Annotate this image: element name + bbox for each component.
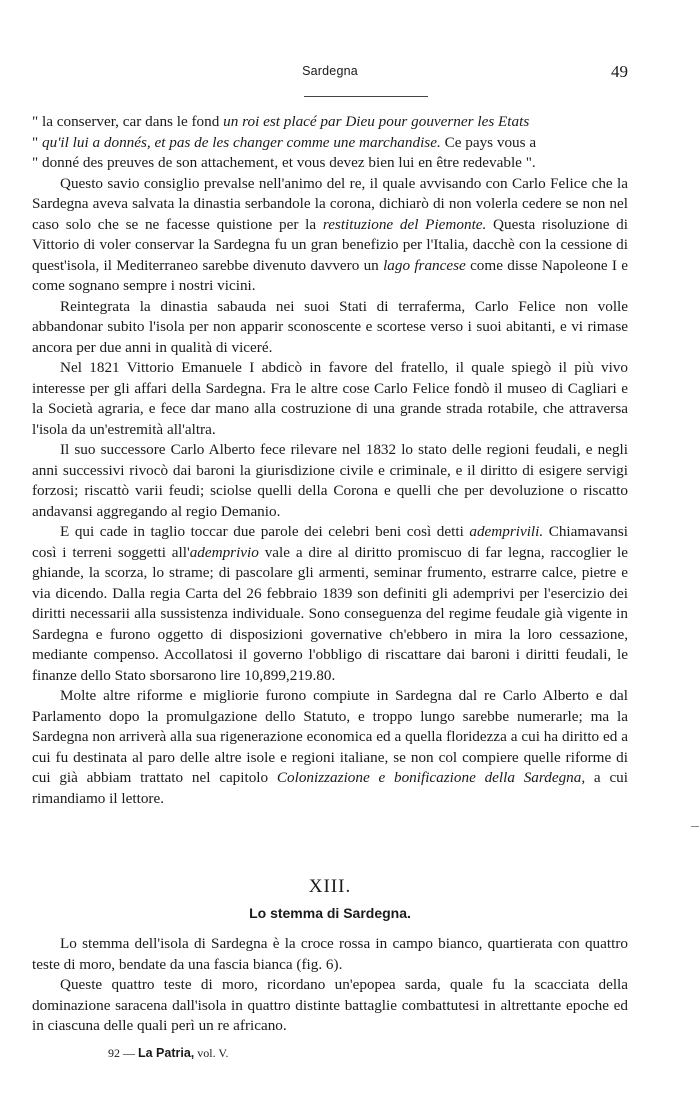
quote-text: " donné des preuves de son attachement, et vous devez bien lui en être redevable ". (32, 154, 536, 171)
body-text (32, 112, 628, 809)
running-header (32, 62, 628, 84)
header-rule (304, 96, 428, 97)
section-body (32, 934, 628, 1037)
section-title: Lo stemma di Sardegna. (249, 905, 411, 921)
paragraph-italic: ademprivili. (469, 523, 544, 540)
paragraph-text: Molte altre riforme e migliorie furono compiute in Sardegna dal re Carlo Alberto e dal Parlamento dopo la promulgazione dello Statuto, e troppo lungo sarebbe numerarle; ma la Sardegna non arriverà alla sua rigenerazione economica ed a quella floridezza a cui ha diritto ed a cui fu destinata al paro delle altre isole e regioni italiane, se non col compiere quelle riforme di cui già abbiam trattato nel capitolo (32, 687, 628, 786)
paragraph: Queste quattro teste di moro, ricordano un'epopea sarda, quale fu la scacciata della dominazione saracena dall'isola in quattro distinte battaglie combattutesi in altrettante epoche ed in ciascuna delle quali perì un re africano. (32, 976, 628, 1034)
paragraph-text: a cui rimandiamo il lettore. (32, 769, 628, 807)
paragraph: Reintegrata la dinastia sabauda nei suoi Stati di terraferma, Carlo Felice non volle abbandonar subito l'isola per non apparir sconoscente e scortese verso i suoi abitanti, e vi rimase ancora per due anni in qualità di viceré. (32, 297, 628, 356)
quote-italic: qu'il lui a donnés, et pas de les changer comme une marchandise. (42, 133, 441, 151)
page-number: 49 (611, 62, 628, 81)
paragraph-text: Chiamavansi così i terreni soggetti all' (32, 523, 629, 561)
paragraph-text: Questa risoluzione di Vittorio di voler conservar la Sardegna fu un gran benefizio per l'Italia, dacchè con la cessione di quest'isola, il Mediterraneo sarebbe divenuto davvero un (32, 215, 628, 274)
quote-text: " la conserver, car dans le fond (32, 113, 224, 130)
quote-line (32, 133, 628, 154)
paragraph-italic: ademprivio (189, 543, 259, 561)
page (32, 0, 628, 1106)
volume-label: vol. V. (194, 1046, 229, 1060)
running-title: Sardegna (302, 64, 358, 78)
quote-line (32, 112, 628, 133)
margin-mark (691, 826, 699, 827)
quote-text: " (32, 133, 42, 151)
paragraph-text: come disse Napoleone I e come sognano sempre i nostri vicini. (32, 256, 629, 294)
paragraph-text: E qui cade in taglio toccar due parole dei celebri beni così detti (60, 523, 470, 540)
paragraph (32, 686, 628, 809)
paragraph-text: vale a dire al diritto promiscuo di far legna, raccoglier le ghiande, la scorza, lo strame; di pascolare gli armenti, seminar frumento, estrarre calce, pietre e via dicendo. Dalla regia Carta del 26 febbraio 1839 son definiti gli ademprivi per l'esercizio dei diritti necessarii alla sussistenza individuale. Sono conseguenza del regime feudale già vigente in Sardegna e furono oggetto di disposizioni governative ch'ebbero in mira la loro cessazione, mediante compenso. Accollatosi il governo l'obbligo di riscattare dai baroni i diritti feudali, le finanze dello Stato sborsarono lire 10,899,219.80. (32, 543, 628, 684)
paragraph-text: Questo savio consiglio prevalse nell'animo del re, il quale avvisando con Carlo Felice che la Sardegna aveva salvata la dinastia serbandole la corona, dichiarò di non volerla cedere se non nel caso solo che se ne facesse quistione per la (32, 174, 628, 233)
paragraph: Lo stemma dell'isola di Sardegna è la croce rossa in campo bianco, quartierata con quattro teste di moro, bendate da una fascia bianca (fig. 6). (32, 935, 628, 973)
quote-italic: un roi est placé par Dieu pour gouverner les Etats (223, 113, 530, 130)
paragraph (32, 174, 628, 297)
publication-name: La Patria, (138, 1046, 195, 1060)
signature-footer (108, 1046, 229, 1061)
section-number: XIII. (308, 876, 352, 897)
signature-mark: 92 — (108, 1046, 138, 1060)
paragraph-italic: restituzione del Piemonte. (322, 215, 487, 233)
paragraph (32, 522, 628, 686)
paragraph: Il suo successore Carlo Alberto fece rilevare nel 1832 lo stato delle regioni feudali, e negli anni successivi rivocò dai baroni la giurisdizione civile e criminale, e il diritto di esigere servigi forzosi; riscattò varii feudi; sciolse quelli della Corona e quelli che per devoluzione o riscatto andavansi aggregando al regio Demanio. (32, 441, 628, 520)
quote-line (32, 153, 628, 174)
paragraph: Nel 1821 Vittorio Emanuele I abdicò in favore del fratello, il quale spiegò il più vivo interesse per gli affari della Sardegna. Fra le altre cose Carlo Felice fondò il museo di Cagliari e la Società agraria, e fece dar mano alla costruzione di una grande strada rotabile, che attraversa l'isola da un'estremità all'altra. (32, 359, 628, 438)
paragraph-italic: lago francese (383, 256, 466, 274)
quote-text: Ce pays vous a (440, 133, 537, 151)
paragraph-italic: Colonizzazione e bonificazione della Sardegna, (276, 769, 586, 786)
